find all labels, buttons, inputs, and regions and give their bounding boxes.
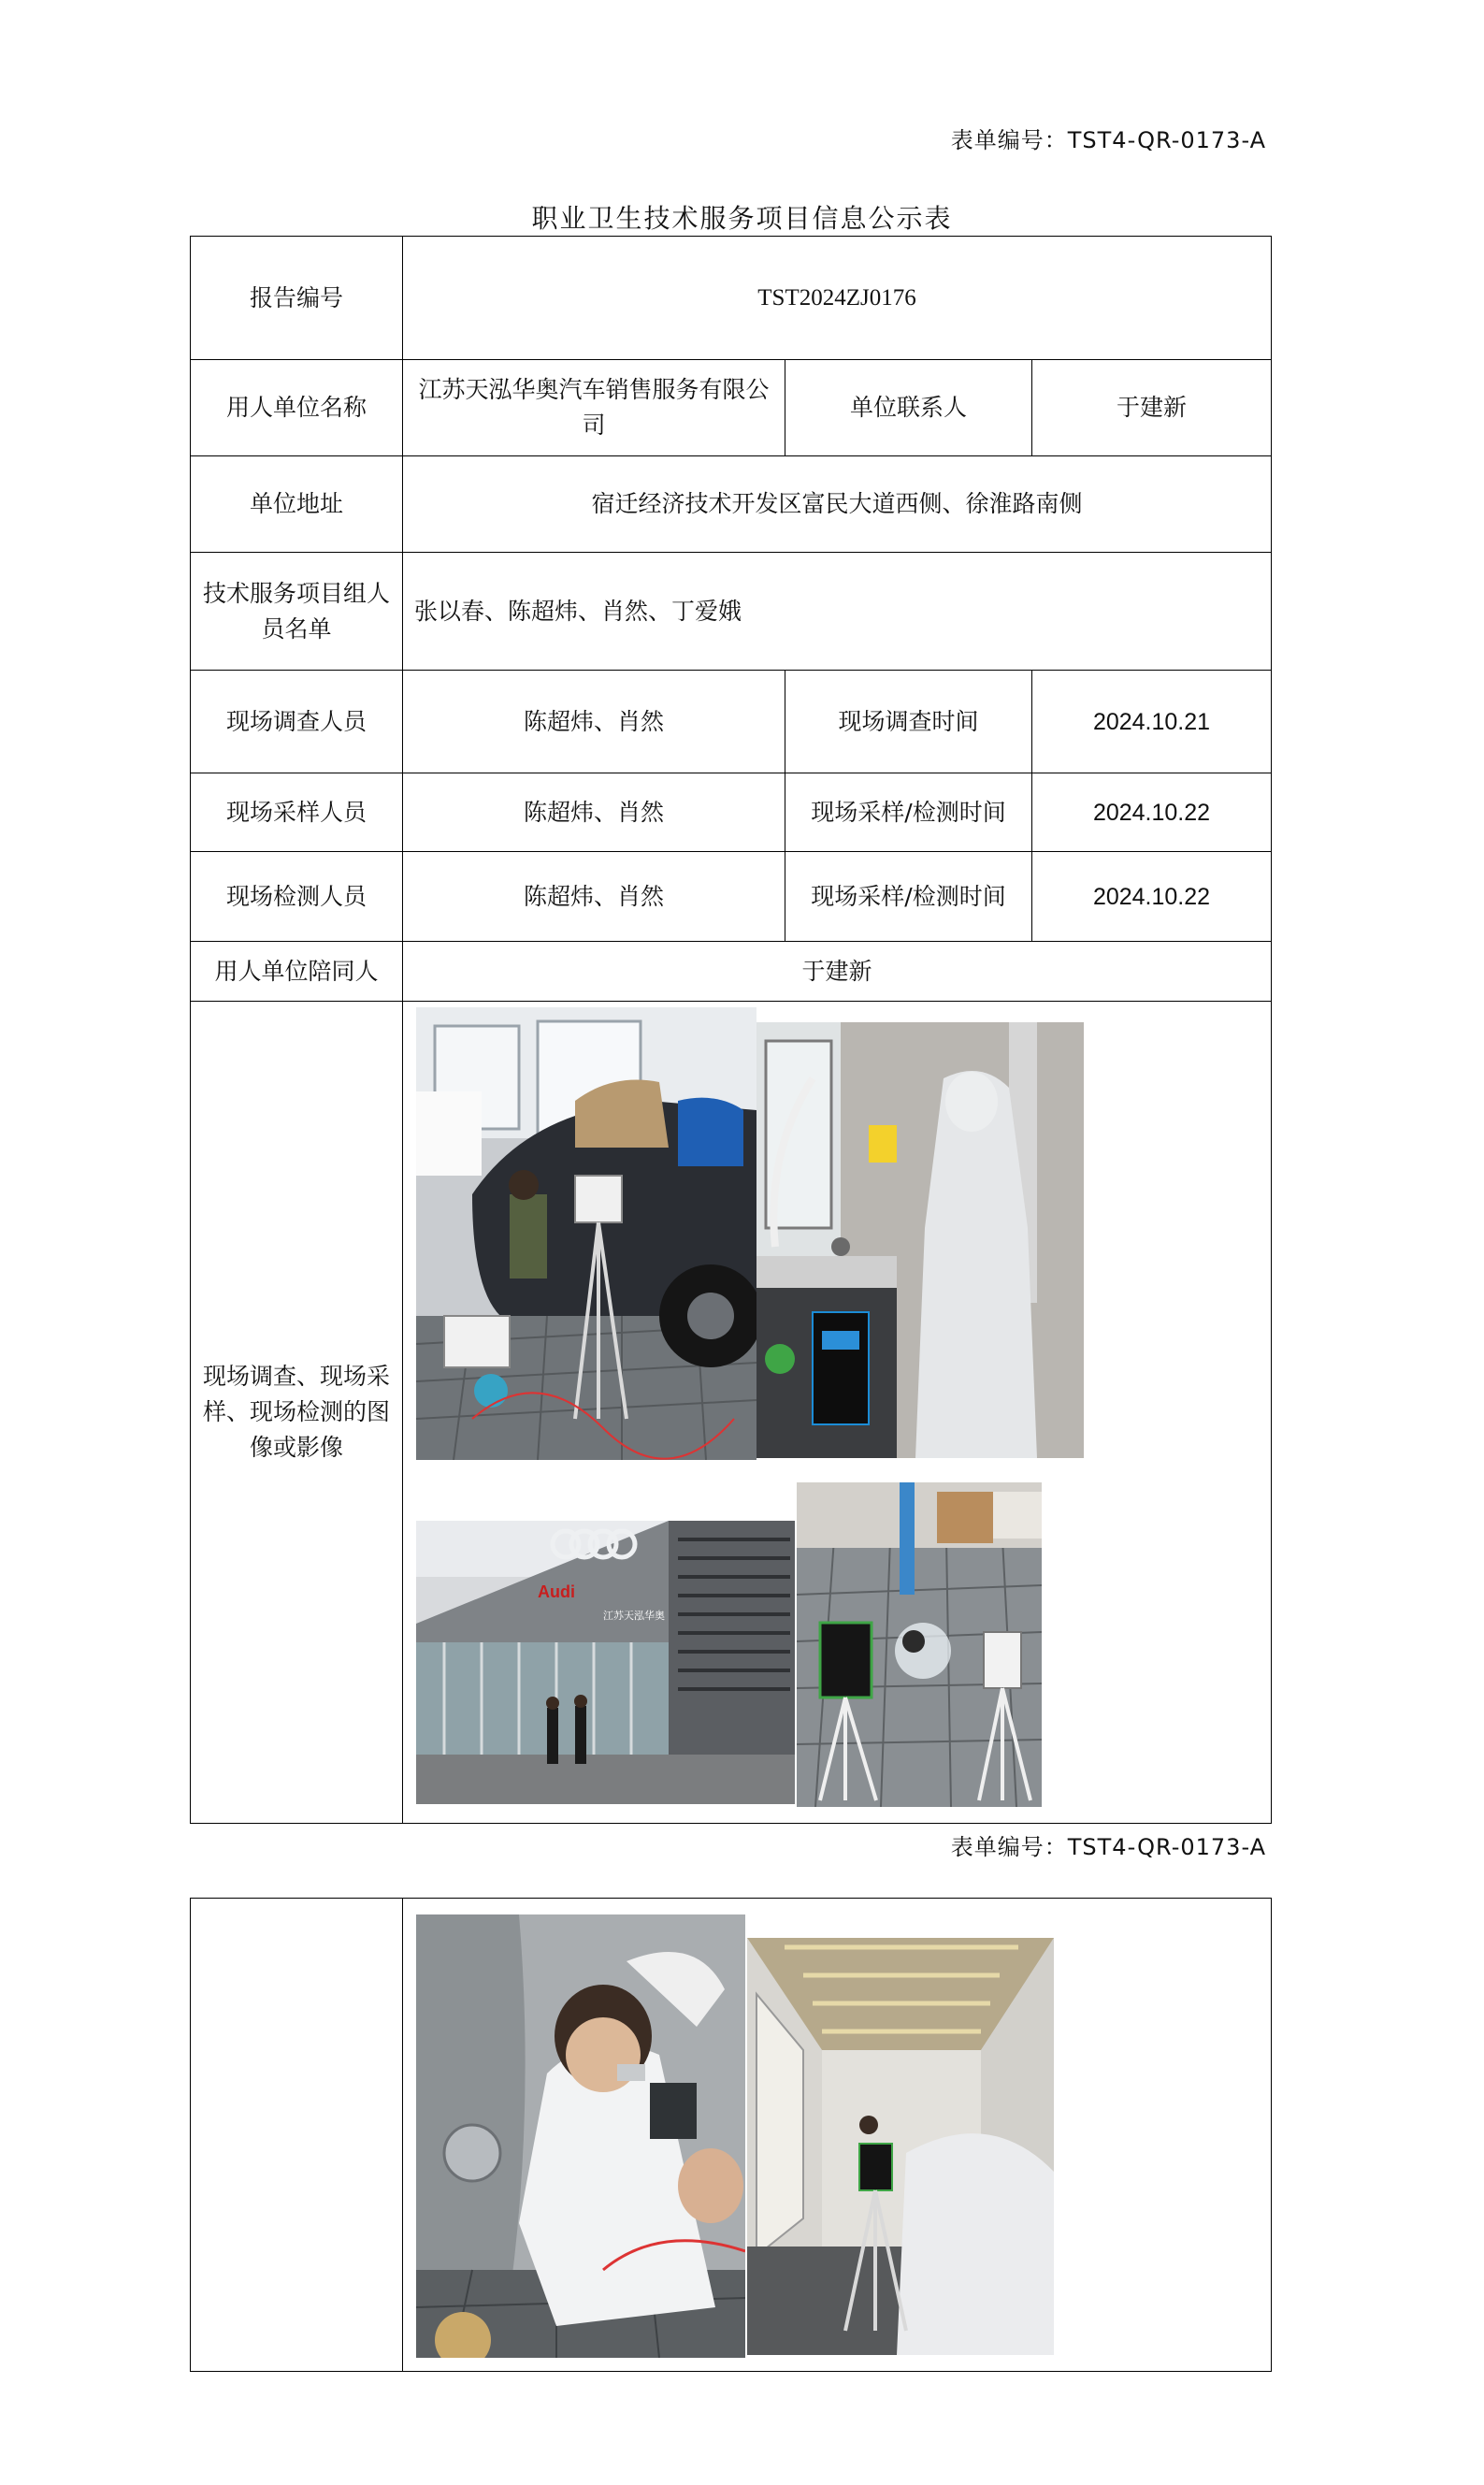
address-row [191, 456, 1272, 553]
survey-time-value: 2024.10.21 [1032, 671, 1272, 773]
testing-staff-label: 现场检测人员 [191, 852, 403, 942]
images-cell-continued [403, 1899, 1272, 2372]
storefront-sign: Audi [538, 1582, 575, 1601]
report-row [191, 237, 1272, 360]
contact-value: 于建新 [1032, 360, 1272, 456]
page-title: 职业卫生技术服务项目信息公示表 [531, 203, 953, 234]
escort-row [191, 942, 1272, 1002]
images-label: 现场调查、现场采样、现场检测的图像或影像 [191, 1002, 403, 1824]
welding-sampler-tripod-photo [797, 1482, 1042, 1807]
sampling-staff-value: 陈超炜、肖然 [403, 773, 785, 852]
testing-time-label: 现场采样/检测时间 [785, 852, 1032, 942]
storefront-name: 江苏天泓华奥 [603, 1610, 665, 1622]
employer-row [191, 360, 1272, 456]
report-number-value: TST2024ZJ0176 [403, 237, 1272, 360]
team-label: 技术服务项目组人员名单 [191, 553, 403, 671]
contact-label: 单位联系人 [785, 360, 1032, 456]
survey-time-label: 现场调查时间 [785, 671, 1032, 773]
form-number: 表单编号：TST4-QR-0173-A [950, 127, 1266, 153]
protective-suit-welding-fume-sampler-photo [756, 1022, 1084, 1458]
survey-row [191, 671, 1272, 773]
images-row-continued [191, 1899, 1272, 2372]
report-number-label: 报告编号 [191, 237, 403, 360]
address-value: 宿迁经济技术开发区富民大道西侧、徐淮路南侧 [403, 456, 1272, 553]
employer-name-value: 江苏天泓华奥汽车销售服务有限公司 [403, 360, 785, 456]
testing-time-value: 2024.10.22 [1032, 852, 1272, 942]
survey-staff-value: 陈超炜、肖然 [403, 671, 785, 773]
employer-name-label: 用人单位名称 [191, 360, 403, 456]
survey-staff-label: 现场调查人员 [191, 671, 403, 773]
sampling-time-value: 2024.10.22 [1032, 773, 1272, 852]
testing-row [191, 852, 1272, 942]
images-cell [403, 1002, 1272, 1824]
sampling-staff-label: 现场采样人员 [191, 773, 403, 852]
testing-staff-value: 陈超炜、肖然 [403, 852, 785, 942]
escort-value: 于建新 [403, 942, 1272, 1002]
form-number-page2: 表单编号：TST4-QR-0173-A [950, 1834, 1266, 1860]
address-label: 单位地址 [191, 456, 403, 553]
info-table-page2 [190, 1898, 1272, 2372]
images-row [191, 1002, 1272, 1824]
worker-sanding-car-door-photo [416, 1914, 745, 2358]
sampling-row [191, 773, 1272, 852]
audi-dealership-exterior-photo [416, 1521, 795, 1804]
workshop-car-sanding-sampler-photo [416, 1007, 756, 1460]
team-row [191, 553, 1272, 671]
info-table [190, 236, 1272, 1824]
escort-label: 用人单位陪同人 [191, 942, 403, 1002]
images-label-continued [191, 1899, 403, 2372]
spray-booth-sampler-photo [747, 1938, 1054, 2355]
team-value: 张以春、陈超炜、肖然、丁爱娥 [403, 553, 1272, 671]
sampling-time-label: 现场采样/检测时间 [785, 773, 1032, 852]
